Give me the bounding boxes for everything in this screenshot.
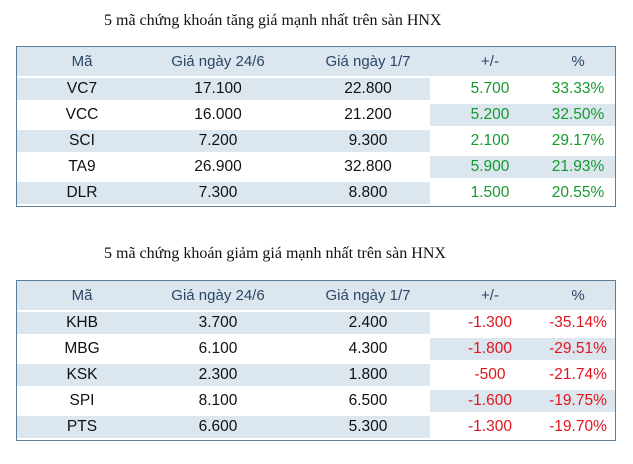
price-1-7: 1.800: [348, 366, 388, 383]
price-1-7: 4.300: [348, 340, 388, 357]
losers-table: [16, 280, 616, 441]
price-1-7: 21.200: [344, 106, 392, 123]
header-percent: %: [571, 287, 585, 304]
stock-code: VC7: [66, 80, 98, 97]
header-change: +/-: [481, 287, 499, 304]
price-24-6: 8.100: [198, 392, 238, 409]
header-code: Mã: [71, 53, 93, 70]
price-1-7: 2.400: [348, 314, 388, 331]
gainers-title: 5 mã chứng khoán tăng giá mạnh nhất trên sàn HNX: [104, 12, 442, 29]
stock-code: KHB: [66, 314, 98, 331]
stock-code: DLR: [66, 184, 98, 201]
price-24-6: 6.600: [198, 418, 238, 435]
price-24-6: 3.700: [198, 314, 238, 331]
price-24-6: 17.100: [194, 80, 242, 97]
change-value: 5.200: [470, 106, 510, 123]
table-row: [17, 102, 615, 128]
price-1-7: 5.300: [348, 418, 388, 435]
price-24-6: 2.300: [198, 366, 238, 383]
header-price-1-7: Giá ngày 1/7: [325, 53, 411, 70]
header-price-24-6: Giá ngày 24/6: [171, 287, 265, 304]
table-row: [17, 154, 615, 180]
change-value: 1.500: [470, 184, 510, 201]
change-value: 5.900: [470, 158, 510, 175]
price-1-7: 32.800: [344, 158, 392, 175]
change-value: -1.300: [468, 314, 512, 331]
table-row: [17, 76, 615, 102]
table-row: [17, 128, 615, 154]
header-change: +/-: [481, 53, 499, 70]
price-24-6: 7.200: [198, 132, 238, 149]
price-24-6: 6.100: [198, 340, 238, 357]
change-percent: -29.51%: [549, 340, 607, 357]
change-value: 2.100: [470, 132, 510, 149]
change-value: -1.600: [468, 392, 512, 409]
table-row: [17, 310, 615, 336]
header-price-1-7: Giá ngày 1/7: [325, 287, 411, 304]
table-row: [17, 388, 615, 414]
table-row: [17, 414, 615, 440]
table-header-row: [17, 281, 615, 310]
change-percent: -21.74%: [549, 366, 607, 383]
change-percent: 32.50%: [551, 106, 605, 123]
stock-code: SPI: [69, 392, 95, 409]
change-percent: -19.75%: [549, 392, 607, 409]
stock-code: VCC: [65, 106, 99, 123]
change-percent: -19.70%: [549, 418, 607, 435]
gainers-table: [16, 46, 616, 207]
change-value: -1.300: [468, 418, 512, 435]
header-price-24-6: Giá ngày 24/6: [171, 53, 265, 70]
price-1-7: 9.300: [348, 132, 388, 149]
stock-code: SCI: [69, 132, 95, 149]
change-percent: 21.93%: [551, 158, 605, 175]
change-percent: 29.17%: [551, 132, 605, 149]
table-row: [17, 362, 615, 388]
price-1-7: 6.500: [348, 392, 388, 409]
price-24-6: 26.900: [194, 158, 242, 175]
price-24-6: 7.300: [198, 184, 238, 201]
change-value: -500: [474, 366, 506, 383]
stock-code: KSK: [66, 366, 98, 383]
table-header-row: [17, 47, 615, 76]
stock-code: PTS: [66, 418, 98, 435]
change-percent: 20.55%: [551, 184, 605, 201]
table-row: [17, 336, 615, 362]
change-value: -1.800: [468, 340, 512, 357]
change-value: 5.700: [470, 80, 510, 97]
price-1-7: 8.800: [348, 184, 388, 201]
table-row: [17, 180, 615, 206]
price-24-6: 16.000: [194, 106, 242, 123]
price-1-7: 22.800: [344, 80, 392, 97]
stock-code: MBG: [64, 340, 100, 357]
change-percent: 33.33%: [551, 80, 605, 97]
header-code: Mã: [71, 287, 93, 304]
change-percent: -35.14%: [549, 314, 607, 331]
losers-title: 5 mã chứng khoán giảm giá mạnh nhất trên sàn HNX: [104, 245, 446, 262]
stock-code: TA9: [68, 158, 96, 175]
header-percent: %: [571, 53, 585, 70]
